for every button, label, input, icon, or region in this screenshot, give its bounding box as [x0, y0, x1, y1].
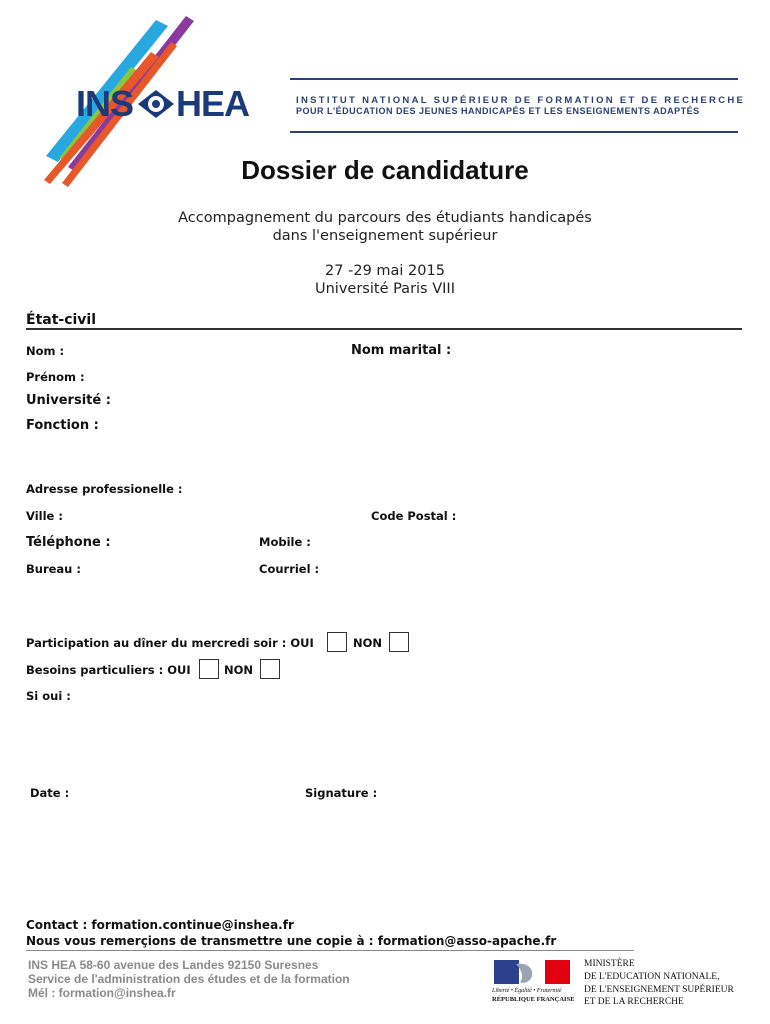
- institute-line-2: POUR L'ÉDUCATION DES JEUNES HANDICAPÉS ET LES ENSEIGNEMENTS ADAPTÉS: [296, 106, 700, 116]
- dinner-oui-checkbox[interactable]: [327, 632, 347, 652]
- logo-emblem-icon: [136, 88, 176, 120]
- section-rule: [26, 328, 742, 330]
- section-title: État-civil: [26, 312, 97, 328]
- header-rule-bottom: [290, 131, 738, 133]
- field-prenom[interactable]: Prénom :: [26, 370, 85, 384]
- event-venue: Université Paris VIII: [315, 281, 455, 297]
- header-rule-top: [290, 78, 738, 80]
- page-title: Dossier de candidature: [241, 155, 529, 185]
- needs-non-label: NON: [224, 663, 254, 677]
- footer-rule: [26, 950, 634, 951]
- footer-address-1: INS HEA 58-60 avenue des Landes 92150 Suresnes: [28, 958, 319, 972]
- needs-oui-checkbox[interactable]: [199, 659, 219, 679]
- field-nom[interactable]: Nom :: [26, 344, 65, 358]
- field-universite[interactable]: Université :: [26, 393, 111, 408]
- field-telephone[interactable]: Téléphone :: [26, 535, 111, 550]
- contact-line-1: Contact : formation.continue@inshea.fr: [26, 918, 294, 932]
- field-signature[interactable]: Signature :: [305, 786, 378, 800]
- dinner-label: Participation au dîner du mercredi soir : OUI: [26, 636, 314, 650]
- logo-ins: INS: [76, 83, 134, 124]
- republic-name: RÉPUBLIQUE FRANÇAISE: [492, 996, 575, 1003]
- field-fonction[interactable]: Fonction :: [26, 418, 99, 433]
- field-mobile[interactable]: Mobile :: [259, 535, 311, 549]
- field-code-postal[interactable]: Code Postal :: [371, 509, 457, 523]
- dinner-non-label: NON: [353, 636, 383, 650]
- field-courriel[interactable]: Courriel :: [259, 562, 320, 576]
- logo-hea: HEA: [176, 83, 250, 124]
- institute-line-1: INSTITUT NATIONAL SUPÉRIEUR DE FORMATION ET DE RECHERCHE: [296, 95, 746, 106]
- field-date[interactable]: Date :: [30, 786, 70, 800]
- footer-address-2: Service de l'administration des études et de la formation: [28, 972, 350, 986]
- ministry-line-2: DE L'EDUCATION NATIONALE,: [584, 972, 720, 982]
- ministry-line-1: MINISTÈRE: [584, 959, 635, 969]
- subtitle-line-1: Accompagnement du parcours des étudiants handicapés: [178, 210, 592, 226]
- subtitle-line-2: dans l'enseignement supérieur: [272, 228, 498, 244]
- needs-non-checkbox[interactable]: [260, 659, 280, 679]
- field-si-oui[interactable]: Si oui :: [26, 689, 71, 703]
- field-ville[interactable]: Ville :: [26, 509, 63, 523]
- marianne-logo: [494, 960, 570, 1000]
- event-dates: 27 -29 mai 2015: [325, 263, 445, 279]
- footer-email: Mél : formation@inshea.fr: [28, 986, 176, 1000]
- needs-label: Besoins particuliers : OUI: [26, 663, 191, 677]
- contact-line-2: Nous vous remerçions de transmettre une copie à : formation@asso-apache.fr: [26, 934, 557, 948]
- field-adresse[interactable]: Adresse professionelle :: [26, 482, 183, 496]
- republic-motto: Liberté • Égalité • Fraternité: [492, 988, 562, 994]
- field-nom-marital[interactable]: Nom marital :: [351, 343, 452, 358]
- ministry-line-4: ET DE LA RECHERCHE: [584, 997, 684, 1007]
- ministry-line-3: DE L'ENSEIGNEMENT SUPÉRIEUR: [584, 985, 734, 995]
- field-bureau[interactable]: Bureau :: [26, 562, 81, 576]
- dinner-non-checkbox[interactable]: [389, 632, 409, 652]
